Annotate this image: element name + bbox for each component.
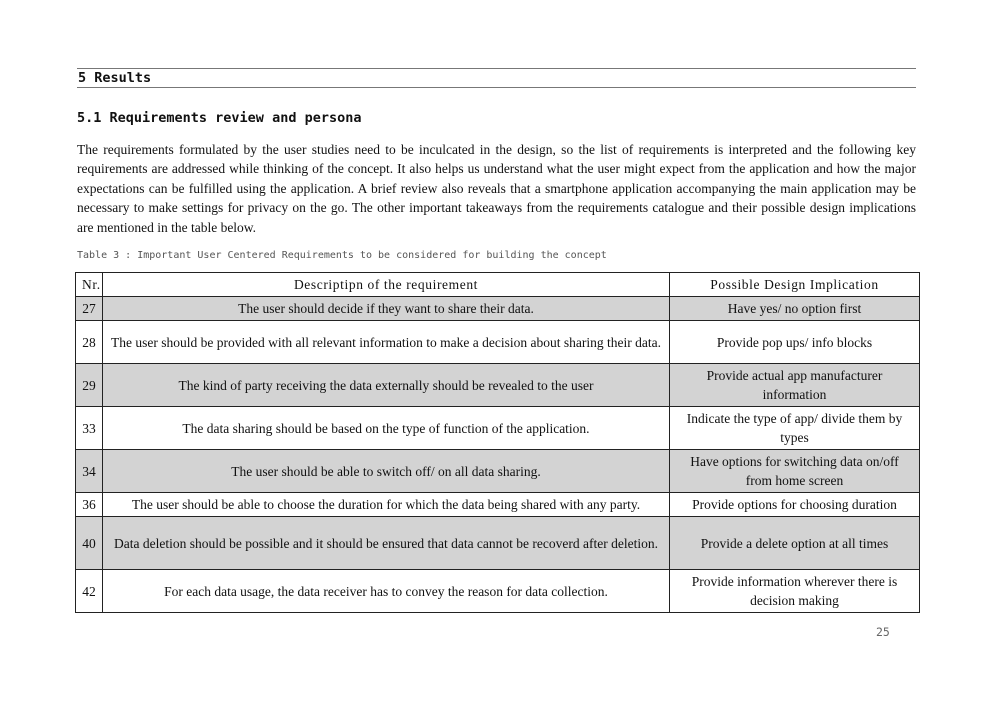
row-description: The user should be provided with all relevant information to make a decision about sharing their data. <box>103 321 670 364</box>
row-implication: Provide pop ups/ info blocks <box>670 321 920 364</box>
table-caption: Table 3 : Important User Centered Requirements to be considered for building the concept <box>77 250 607 261</box>
row-implication: Provide a delete option at all times <box>670 517 920 570</box>
row-implication: Provide options for choosing duration <box>670 493 920 517</box>
header-nr: Nr. <box>76 273 103 297</box>
table-header-row <box>76 273 920 297</box>
row-implication: Indicate the type of app/ divide them by types <box>670 407 920 450</box>
row-description: The user should decide if they want to share their data. <box>103 297 670 321</box>
row-implication: Have options for switching data on/off from home screen <box>670 450 920 493</box>
header-description: Descriptipn of the requirement <box>103 273 670 297</box>
row-nr: 33 <box>76 407 103 450</box>
row-description: The user should be able to switch off/ on all data sharing. <box>103 450 670 493</box>
table-row <box>76 297 920 321</box>
page-number: 25 <box>876 625 890 639</box>
row-description: The data sharing should be based on the type of function of the application. <box>103 407 670 450</box>
row-description: The user should be able to choose the duration for which the data being shared with any party. <box>103 493 670 517</box>
requirements-table <box>75 272 920 613</box>
row-description: The kind of party receiving the data externally should be revealed to the user <box>103 364 670 407</box>
table-row <box>76 517 920 570</box>
table-row <box>76 407 920 450</box>
row-nr: 34 <box>76 450 103 493</box>
row-nr: 28 <box>76 321 103 364</box>
row-implication: Have yes/ no option first <box>670 297 920 321</box>
row-implication: Provide actual app manufacturer information <box>670 364 920 407</box>
table-row <box>76 321 920 364</box>
row-description: For each data usage, the data receiver has to convey the reason for data collection. <box>103 570 670 613</box>
row-nr: 29 <box>76 364 103 407</box>
table-row <box>76 364 920 407</box>
row-nr: 27 <box>76 297 103 321</box>
section-heading: 5.1 Requirements review and persona <box>77 110 362 126</box>
table-row <box>76 570 920 613</box>
row-nr: 36 <box>76 493 103 517</box>
chapter-heading: 5 Results <box>77 68 916 88</box>
row-nr: 42 <box>76 570 103 613</box>
row-nr: 40 <box>76 517 103 570</box>
body-paragraph: The requirements formulated by the user studies need to be inculcated in the design, so the list of requirements is interpreted and the following key requirements are addressed while thinking of the concept. It also helps us understand what the user might expect from the application and how the major expectations can be fulfilled using the application. A brief review also reveals that a smartphone application accompanying the main application may be necessary to make settings for privacy on the go. The other important takeaways from the requirements catalogue and their possible design implications are mentioned in the table below. <box>77 142 916 235</box>
table-row <box>76 450 920 493</box>
table-row <box>76 493 920 517</box>
row-implication: Provide information wherever there is decision making <box>670 570 920 613</box>
row-description: Data deletion should be possible and it should be ensured that data cannot be recoverd after deletion. <box>103 517 670 570</box>
header-implication: Possible Design Implication <box>670 273 920 297</box>
